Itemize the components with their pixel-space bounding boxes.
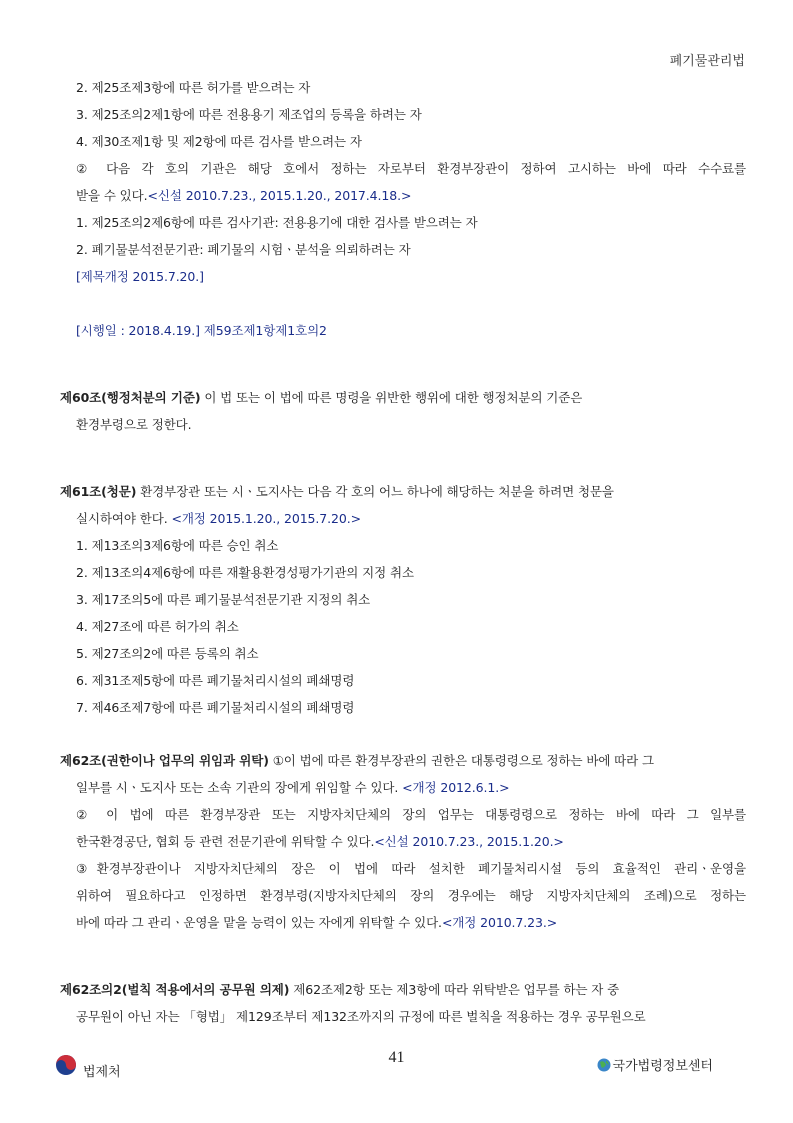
- page-footer: [0, 1045, 793, 1085]
- paragraph-line: ③환경부장관이나 지방자치단체의 장은 이 법에 따라 설치한 폐기물처리시설 등의 효율적인 관리ㆍ운영을: [76, 861, 746, 876]
- list-item: 5. 제27조의2에 따른 등록의 취소: [76, 646, 259, 661]
- list-item: 3. 제17조의5에 따른 폐기물분석전문기관 지정의 취소: [76, 592, 371, 607]
- article-title: 제60조(행정처분의 기준): [60, 390, 201, 405]
- list-item: 2. 제25조제3항에 따른 허가를 받으려는 자: [76, 80, 311, 95]
- article-61: 제61조(청문) 환경부장관 또는 시ㆍ도지사는 다음 각 호의 어느 하나에 해당하는 처분을 하려면 청문을: [60, 484, 614, 499]
- article-62-2: 제62조의2(벌칙 적용에서의 공무원 의제) 제62조제2항 또는 제3항에 따라 위탁받은 업무를 하는 자 중: [60, 982, 620, 997]
- article-title: 제62조(권한이나 업무의 위임과 위탁): [60, 753, 269, 768]
- list-item: 2. 폐기물분석전문기관: 폐기물의 시험ㆍ분석을 의뢰하려는 자: [76, 242, 411, 257]
- page-header-law-name: 폐기물관리법: [669, 54, 745, 69]
- list-item: 6. 제31조제5항에 따른 폐기물처리시설의 폐쇄명령: [76, 673, 355, 688]
- list-item: 4. 제27조에 따른 허가의 취소: [76, 619, 239, 634]
- paragraph-line: 실시하여야 한다. <개정 2015.1.20., 2015.7.20.>: [76, 511, 361, 526]
- article-62: 제62조(권한이나 업무의 위임과 위탁) ①이 법에 따른 환경부장관의 권한은 대통령령으로 정하는 바에 따라 그: [60, 753, 654, 768]
- amendment-note: <신설 2010.7.23., 2015.1.20.>: [374, 834, 564, 849]
- list-item: 3. 제25조의2제1항에 따른 전용용기 제조업의 등록을 하려는 자: [76, 107, 422, 122]
- paragraph-line: 일부를 시ㆍ도지사 또는 소속 기관의 장에게 위임할 수 있다. <개정 2012.6.1.>: [76, 780, 510, 795]
- globe-icon: [597, 1058, 611, 1072]
- paragraph-line: 한국환경공단, 협회 등 관련 전문기관에 위탁할 수 있다.<신설 2010.7.23., 2015.1.20.>: [76, 834, 564, 849]
- amendment-note: <개정 2012.6.1.>: [402, 780, 510, 795]
- title-amendment-note: [제목개정 2015.7.20.]: [76, 269, 204, 284]
- amendment-note: <개정 2010.7.23.>: [441, 915, 558, 930]
- amendment-note: <개정 2015.1.20., 2015.7.20.>: [171, 511, 361, 526]
- paragraph-line: 환경부령으로 정한다.: [76, 417, 192, 432]
- article-title: 제62조의2(벌칙 적용에서의 공무원 의제): [60, 982, 290, 997]
- paragraph-line: ② 다음 각 호의 기관은 해당 호에서 정하는 자로부터 환경부장관이 정하여 고시하는 바에 따라 수수료를: [76, 161, 746, 176]
- document-body: [60, 74, 746, 1030]
- footer-right-label: 국가법령정보센터: [612, 1059, 713, 1074]
- paragraph-line: 바에 따라 그 관리ㆍ운영을 맡을 능력이 있는 자에게 위탁할 수 있다.<개정 2010.7.23.>: [76, 915, 558, 930]
- enforcement-date-note: [시행일 : 2018.4.19.] 제59조제1항제1호의2: [76, 323, 327, 338]
- list-item: 2. 제13조의4제6항에 따른 재활용환경성평가기관의 지정 취소: [76, 565, 414, 580]
- paragraph-line: 받을 수 있다.<신설 2010.7.23., 2015.1.20., 2017.4.18.>: [76, 188, 412, 203]
- list-item: 4. 제30조제1항 및 제2항에 따른 검사를 받으려는 자: [76, 134, 362, 149]
- list-item: 7. 제46조제7항에 따른 폐기물처리시설의 폐쇄명령: [76, 700, 355, 715]
- footer-left-label: 법제처: [83, 1065, 121, 1080]
- list-item: 1. 제25조의2제6항에 따른 검사기관: 전용용기에 대한 검사를 받으려는 자: [76, 215, 478, 230]
- amendment-note: <신설 2010.7.23., 2015.1.20., 2017.4.18.>: [147, 188, 412, 203]
- paragraph-line: ② 이 법에 따른 환경부장관 또는 지방자치단체의 장의 업무는 대통령령으로 정하는 바에 따라 그 일부를: [76, 807, 746, 822]
- paragraph-line: 위하여 필요하다고 인정하면 환경부령(지방자치단체의 장의 경우에는 해당 지방자치단체의 조례)으로 정하는: [76, 888, 746, 903]
- paragraph-line: 공무원이 아닌 자는 「형법」 제129조부터 제132조까지의 규정에 따른 벌칙을 적용하는 경우 공무원으로: [76, 1009, 646, 1024]
- article-60: 제60조(행정처분의 기준) 이 법 또는 이 법에 따른 명령을 위반한 행위에 대한 행정처분의 기준은: [60, 390, 583, 405]
- footer-right: [597, 1055, 713, 1074]
- article-title: 제61조(청문): [60, 484, 137, 499]
- page-number: 41: [388, 1049, 405, 1066]
- list-item: 1. 제13조의3제6항에 따른 승인 취소: [76, 538, 279, 553]
